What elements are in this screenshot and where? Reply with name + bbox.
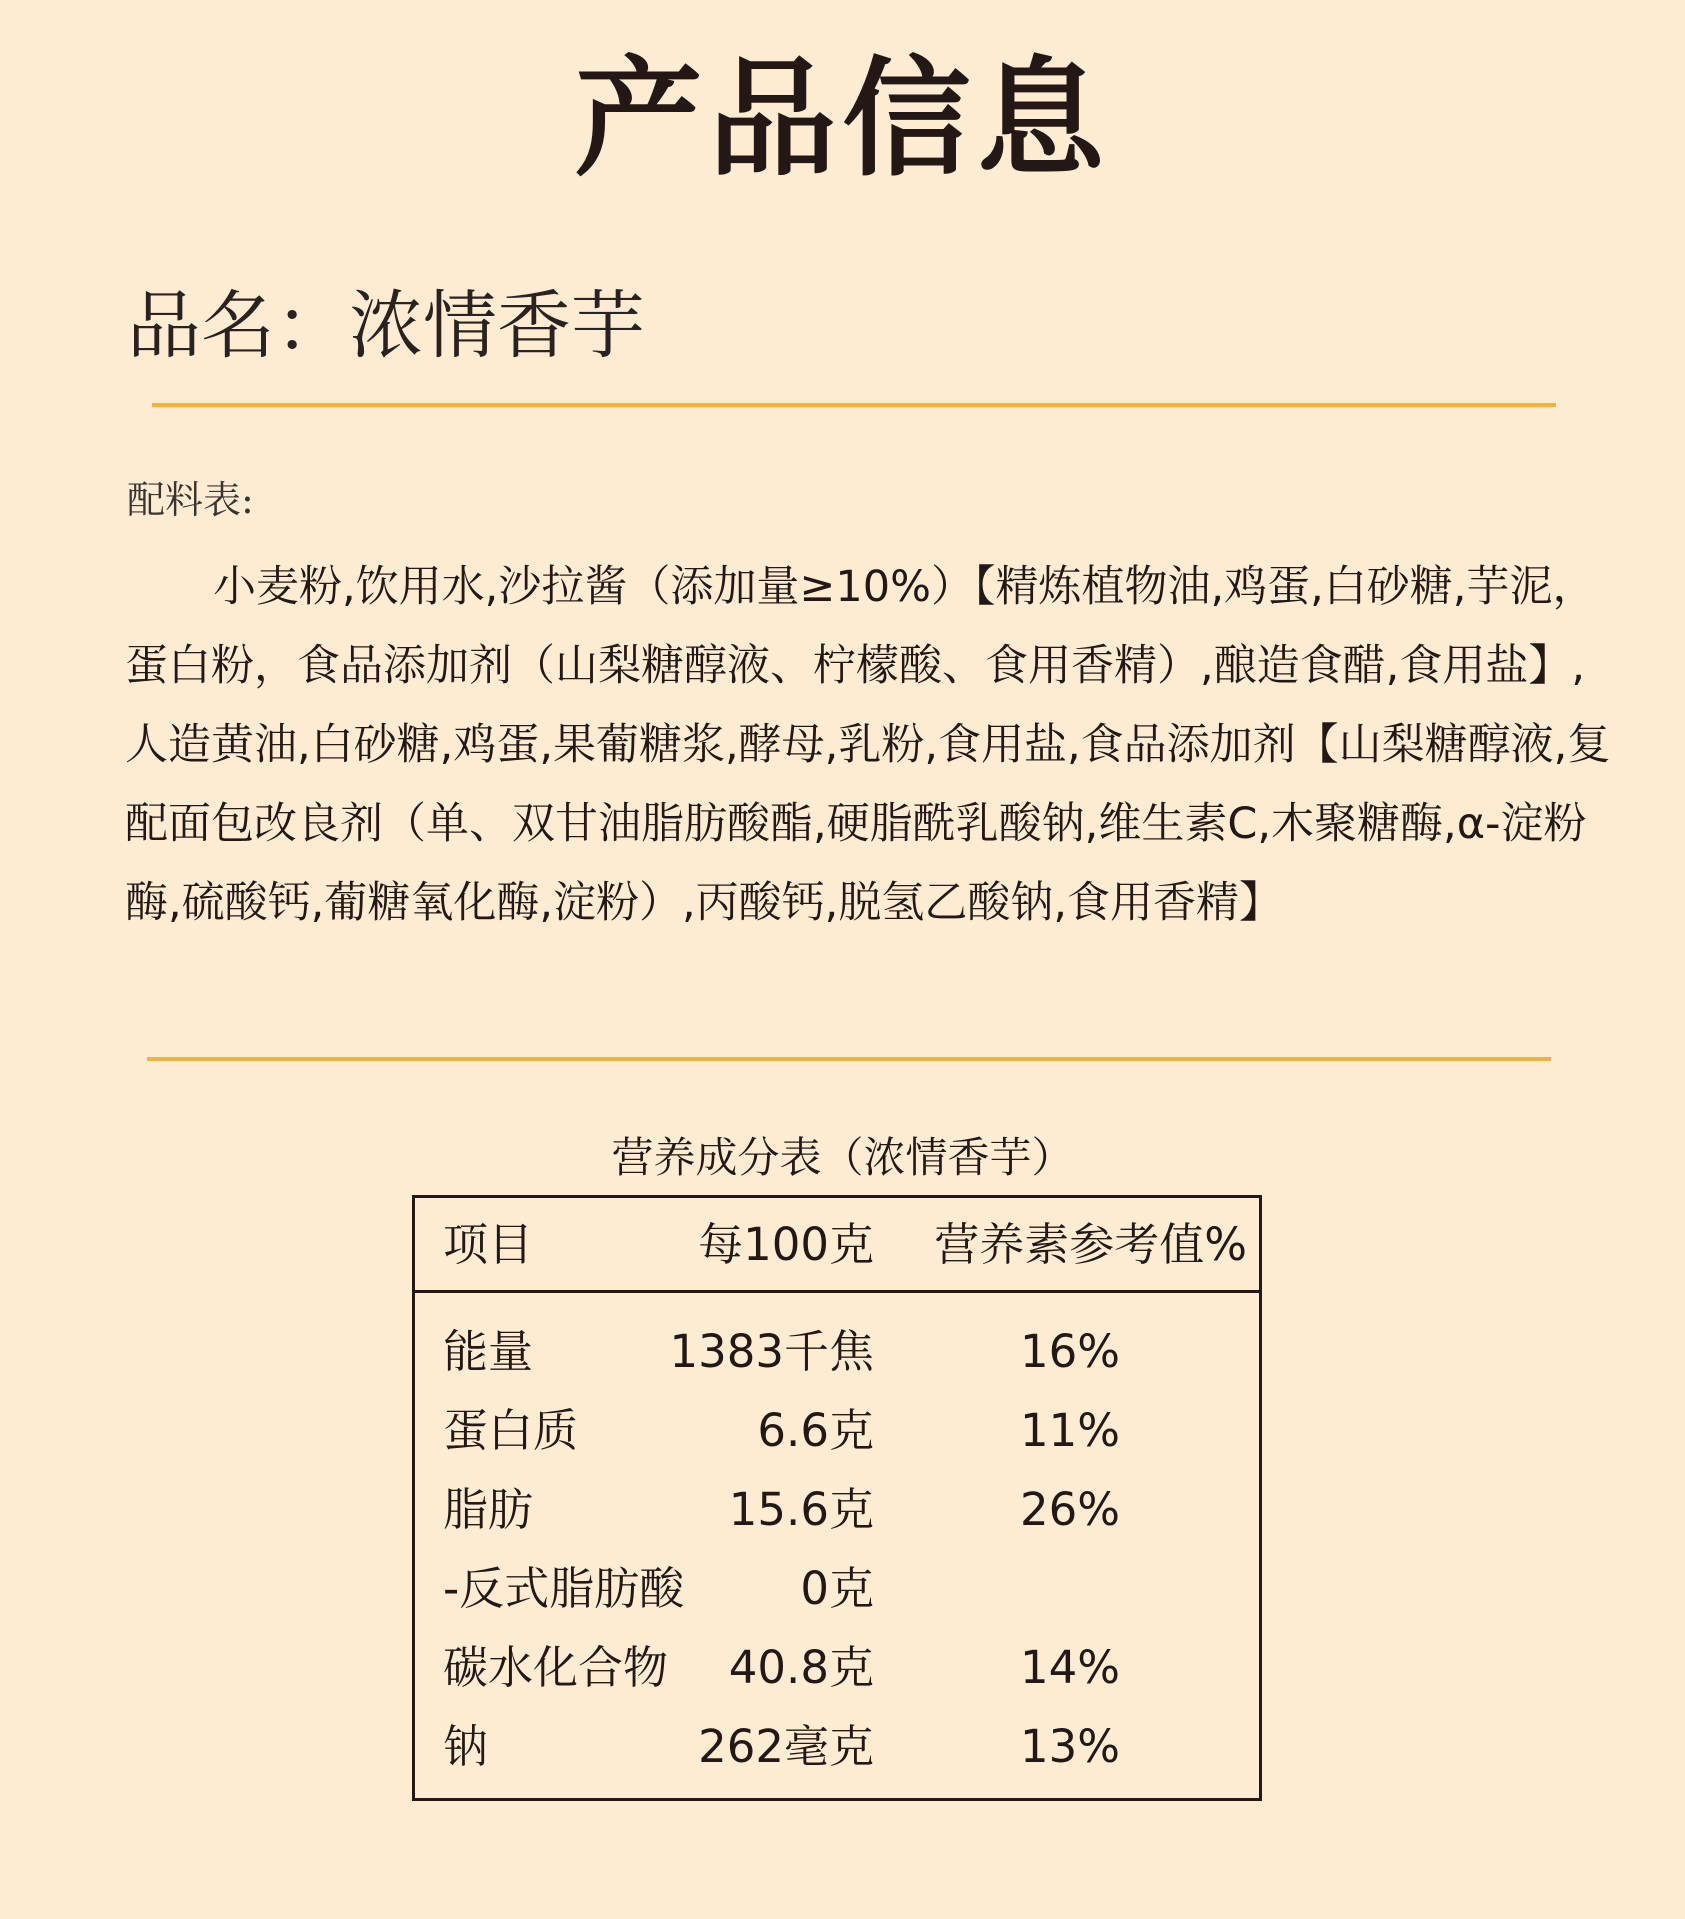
row-protein-nrv: 11% [1019, 1404, 1121, 1457]
nutrition-table [412, 1195, 1262, 1801]
row-protein-amount: 6.6克 [757, 1404, 874, 1457]
row-sodium-label: 钠 [443, 1720, 489, 1773]
row-energy-nrv: 16% [1019, 1325, 1121, 1378]
header-item: 项目 [443, 1218, 534, 1271]
row-energy-label: 能量 [443, 1325, 534, 1378]
row-carbohydrate-label: 碳水化合物 [443, 1641, 669, 1694]
page-title: 产品信息 [574, 45, 1111, 194]
row-fat-amount: 15.6克 [728, 1483, 874, 1536]
header-nrv: 营养素参考值% [934, 1218, 1247, 1271]
nutrition-table-title: 营养成分表（浓情香芋） [611, 1133, 1074, 1182]
product-name: 品名：浓情香芋 [127, 283, 645, 369]
row-carbohydrate-amount: 40.8克 [728, 1641, 874, 1694]
row-fat-nrv: 26% [1019, 1483, 1121, 1536]
nutrition-table-header [415, 1198, 1259, 1293]
row-sodium-nrv: 13% [1019, 1720, 1121, 1773]
divider-bottom [147, 1057, 1551, 1061]
row-protein-label: 蛋白质 [443, 1404, 579, 1457]
row-energy-amount: 1383千焦 [669, 1325, 874, 1378]
row-trans-fat-label: -反式脂肪酸 [443, 1562, 685, 1615]
row-trans-fat-amount: 0克 [800, 1562, 874, 1615]
header-per-100g: 每100克 [698, 1218, 874, 1271]
row-carbohydrate-nrv: 14% [1019, 1641, 1121, 1694]
row-sodium-amount: 262毫克 [698, 1720, 874, 1773]
ingredients-heading: 配料表: [127, 478, 254, 522]
ingredients-text: 小麦粉,饮用水,沙拉酱（添加量≥10%）【精炼植物油,鸡蛋,白砂糖,芋泥，蛋白粉，食品添加剂（山梨糖醇液、柠檬酸、食用香精）,酿造食醋,食用盐】,人造黄油,白砂糖,鸡蛋,果葡糖浆,酵母,乳粉,食用盐,食品添加剂【山梨糖醇液,复配面包改良剂（单、双甘油脂肪酸酯,硬脂酰乳酸钠,维生素C,木聚糖酶,α-淀粉酶,硫酸钙,葡糖氧化酶,淀粉）,丙酸钙,脱氢乙酸钠,食用香精】 [125, 562, 1611, 928]
row-fat-label: 脂肪 [443, 1483, 534, 1536]
divider-top [152, 403, 1556, 407]
